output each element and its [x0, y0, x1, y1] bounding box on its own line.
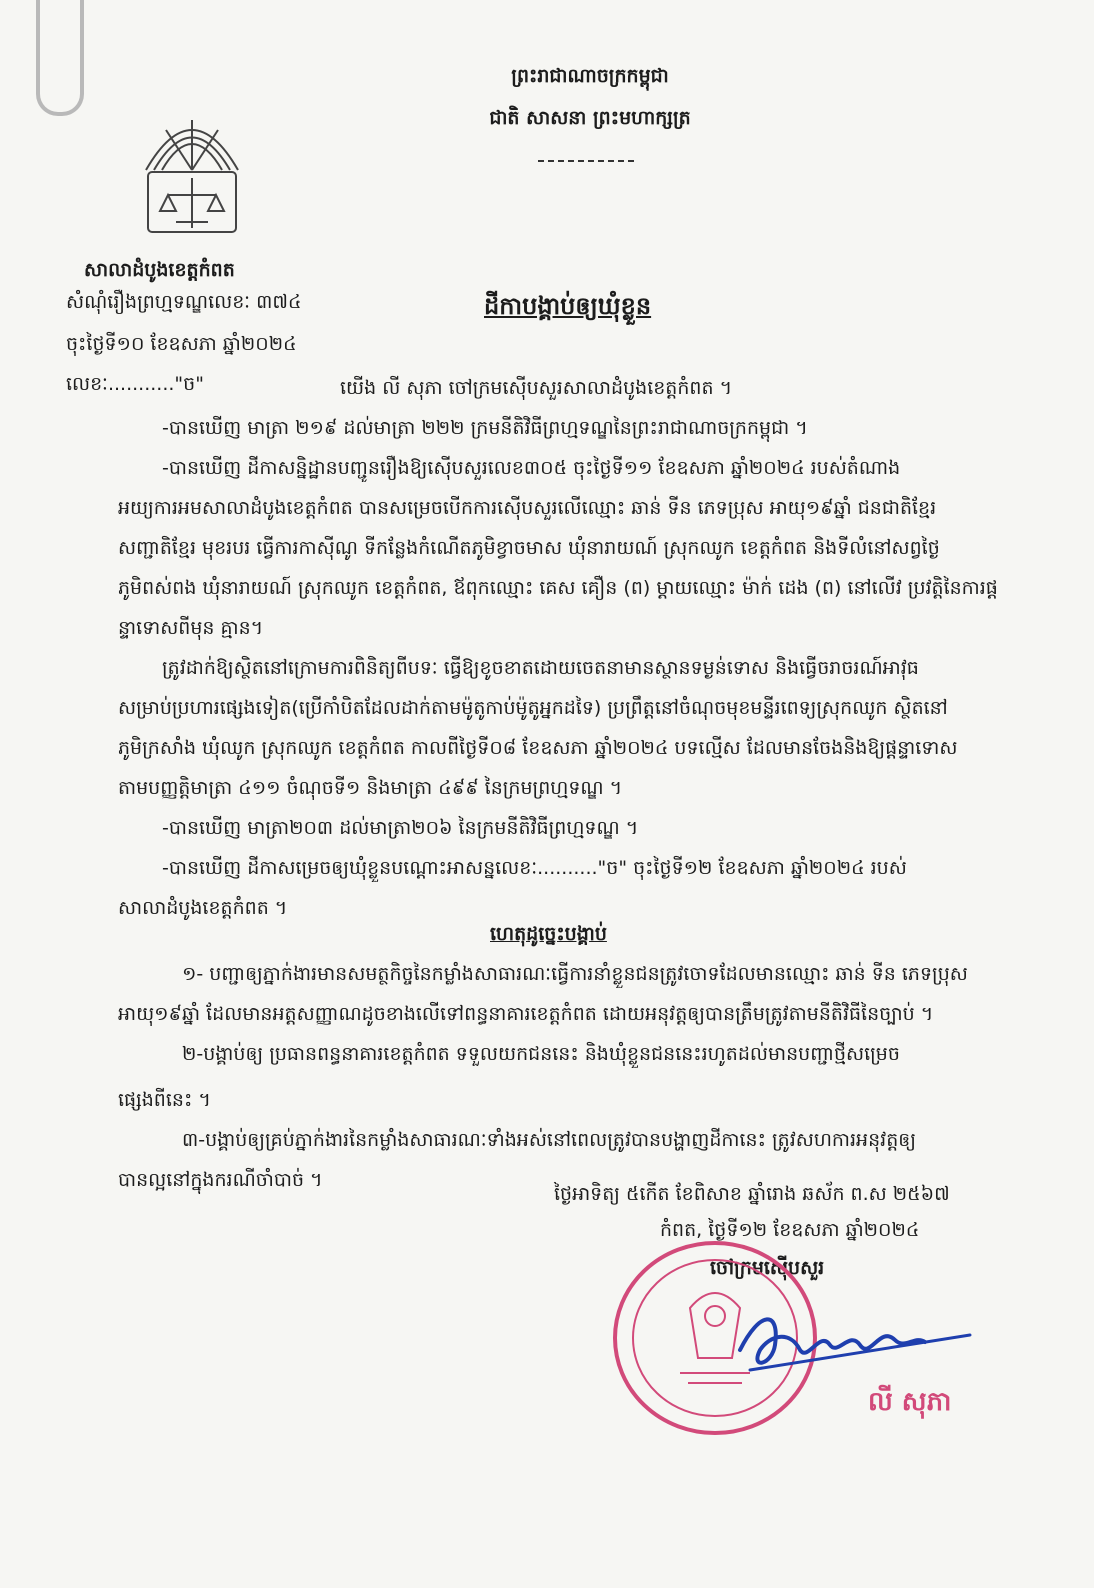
- signature-icon: [720, 1290, 980, 1390]
- order-line-4: ផ្សេងពីនេះ ។: [118, 1089, 211, 1111]
- order-line-1: ១- បញ្ជាឲ្យភ្នាក់ងារមានសមត្ថកិច្ចនៃកម្លាំងសាធារណៈធ្វើការនាំខ្លួនជនត្រូវចោទដែលមានឈ្មោះ ឆាន់ ទីន ភេទប្រុស: [182, 963, 968, 985]
- court-name: សាលាដំបូងខេត្តកំពត: [84, 259, 235, 281]
- lunar-date: ថ្ងៃអាទិត្យ ៥កើត ខែពិសាខ ឆ្នាំរោង ឆស័ក ព.ស ២៥៦៧: [554, 1183, 950, 1205]
- body-line-3: -បានឃើញ ដីកាសន្និដ្ឋានបញ្ជូនរឿងឱ្យស៊ើបសួរលេខ៣០៥ ចុះថ្ងៃទី១១ ខែឧសភា ឆ្នាំ២០២៤ របស់តំណាង: [162, 457, 901, 479]
- document-title: ដីកាបង្គាប់ឲ្យឃុំខ្លួន: [484, 292, 652, 320]
- body-line-10: ភូមិក្រសាំង ឃុំឈូក ស្រុកឈូក ខេត្តកំពត កាលពីថ្ងៃទី០៨ ខែឧសភា ឆ្នាំ២០២៤ បទល្មើស ដែលមានចែងនិងឱ្យផ្ដន្ទាទោស: [118, 737, 958, 759]
- signer-role: ចៅក្រមស៊ើបសួរ: [710, 1257, 825, 1279]
- body-line-12: -បានឃើញ មាត្រា២០៣ ដល់មាត្រា២០៦ នៃក្រមនីតិវិធីព្រហ្មទណ្ឌ ។: [162, 817, 639, 839]
- court-emblem-icon: [126, 100, 258, 250]
- body-line-5: សញ្ជាតិខ្មែរ មុខរបរ ធ្វើការកាស៊ីណូ ទីកន្លែងកំណើតភូមិខ្វាចមាស ឃុំនារាយណ៍ ស្រុកឈូក ខេត្តកំពត និងទីលំនៅសព្វថ្ងៃ: [118, 537, 940, 559]
- body-line-9: សម្រាប់ប្រហារផ្សេងទៀត(ប្រើកាំបិតដែលដាក់តាមម៉ូតូកាប់ម៉ូតូអ្នកដទៃ) ប្រព្រឹត្តនៅចំណុចមុខមន្ទីរពេទ្យស្រុកឈូក ស្ថិតនៅ: [118, 697, 948, 719]
- order-heading: ហេតុដូច្នេះបង្គាប់: [490, 923, 607, 945]
- case-number: សំណុំរឿងព្រហ្មទណ្ឌលេខៈ ៣៧៤: [66, 291, 302, 313]
- body-line-1: យើង លី សុភា ចៅក្រមស៊ើបសួរសាលាដំបូងខេត្តកំពត ។: [340, 377, 733, 399]
- body-line-13: -បានឃើញ ដីកាសម្រេចឲ្យឃុំខ្លួនបណ្ដោះអាសន្នលេខៈ.........."ច" ចុះថ្ងៃទី១២ ខែឧសភា ឆ្នាំ២០២៤ របស់: [162, 857, 907, 879]
- body-line-8: ត្រូវដាក់ឱ្យស្ថិតនៅក្រោមការពិនិត្យពីបទៈ ធ្វើឱ្យខូចខាតដោយចេតនាមានស្ថានទម្ងន់ទោស និងធ្វើចរាចរណ៍អាវុធ: [162, 657, 919, 679]
- case-date: ចុះថ្ងៃទី១០ ខែឧសភា ឆ្នាំ២០២៤: [66, 333, 297, 355]
- header-divider: [538, 160, 634, 162]
- national-motto: ជាតិ សាសនា ព្រះមហាក្សត្រ: [489, 107, 691, 129]
- body-line-6: ភូមិពស់ពង ឃុំនារាយណ៍ ស្រុកឈូក ខេត្តកំពត, ឪពុកឈ្មោះ គេស គឿន (ព) ម្ដាយឈ្មោះ ម៉ាក់ ដេង (ព) នៅលើវ ប្រវត្តិនៃការផ្ដ: [118, 577, 998, 599]
- order-line-6: បានល្អនៅក្នុងករណីចាំបាច់ ។: [118, 1169, 323, 1191]
- kingdom-title: ព្រះរាជាណាចក្រកម្ពុជា: [511, 65, 669, 87]
- signer-name: លី សុភា: [868, 1387, 952, 1417]
- body-line-14: សាលាដំបូងខេត្តកំពត ។: [118, 897, 288, 919]
- order-line-2: អាយុ១៩ឆ្នាំ ដែលមានអត្តសញ្ញាណដូចខាងលើទៅពន្ធនាគារខេត្តកំពត ដោយអនុវត្តឲ្យបានត្រឹមត្រូវតាមនីតិវិធីនៃច្បាប់ ។: [118, 1003, 934, 1025]
- order-line-3: ២-បង្គាប់ឲ្យ ប្រធានពន្ធនាគារខេត្តកំពត ទទួលយកជននេះ និងឃុំខ្លួនជននេះរហូតដល់មានបញ្ជាថ្មីសម្រេច: [182, 1043, 900, 1065]
- reference-number: លេខៈ..........."ច": [66, 373, 204, 395]
- body-line-2: -បានឃើញ មាត្រា ២១៩ ដល់មាត្រា ២២២ ក្រមនីតិវិធីព្រហ្មទណ្ឌនៃព្រះរាជាណាចក្រកម្ពុជា ។: [162, 417, 808, 439]
- paper-clip: [36, 0, 84, 116]
- body-line-4: អយ្យការអមសាលាដំបូងខេត្តកំពត បានសម្រេចបើកការស៊ើបសួរលើឈ្មោះ ឆាន់ ទីន ភេទប្រុស អាយុ១៩ឆ្នាំ ជនជាតិខ្មែរ: [118, 497, 937, 519]
- place-date: កំពត, ថ្ងៃទី១២ ខែឧសភា ឆ្នាំ២០២៤: [660, 1219, 920, 1241]
- order-line-5: ៣-បង្គាប់ឲ្យគ្រប់ភ្នាក់ងារនៃកម្លាំងសាធារណៈទាំងអស់នៅពេលត្រូវបានបង្ហាញដីកានេះ ត្រូវសហការអនុវត្តឲ្យ: [182, 1129, 916, 1151]
- body-line-7: ន្ទាទោសពីមុន គ្មាន។: [118, 617, 264, 639]
- body-line-11: តាមបញ្ញត្តិមាត្រា ៤១១ ចំណុចទី១ និងមាត្រា ៤៩៩ នៃក្រមព្រហ្មទណ្ឌ ។: [118, 777, 623, 799]
